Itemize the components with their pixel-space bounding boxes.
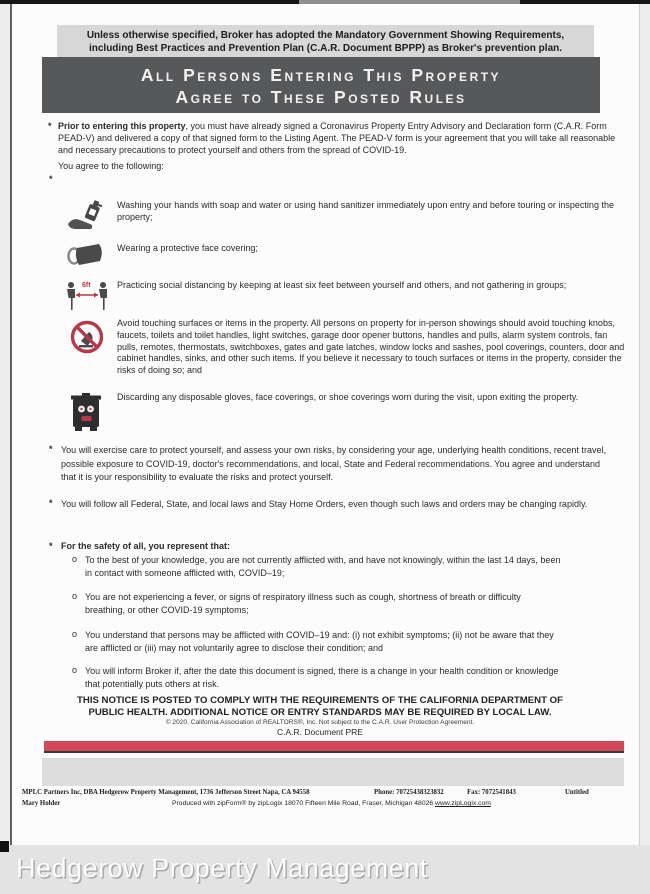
rule-discard-ppe xyxy=(57,392,627,434)
intro-paragraph xyxy=(58,121,628,156)
legal-notice-line1: THIS NOTICE IS POSTED TO COMPLY WITH THE REQUIREMENTS OF THE CALIFORNIA DEPARTMENT OF xyxy=(77,695,563,706)
rule-avoid-touching xyxy=(57,318,627,377)
sub-bullet-not-afflicted: To the best of your knowledge, you are not currently afflicted with, and have not knowingly, within the last 14 days, been in contact with someone afflicted with, COVID–19; xyxy=(85,555,561,578)
banner-line2: Agree to These Posted Rules xyxy=(175,87,467,107)
six-feet-label: 6ft xyxy=(82,282,91,289)
property-management-caption: Hedgerow Property Management xyxy=(16,853,428,883)
bullet-marker: * xyxy=(49,541,53,551)
bullet-marker: * xyxy=(49,498,53,508)
broker-notice-box xyxy=(57,25,594,60)
footer-untitled: Untitled xyxy=(565,789,589,796)
stray-bullet-marker: * xyxy=(49,174,53,184)
no-touching-icon xyxy=(57,318,117,377)
rule-text: Avoid touching surfaces or items in the property. All persons on property for in-person showings should avoid touching knobs, faucets, toilets and toilet handles, light switches, garage door opener buttons, handles and pulls, alarm system controls, fan pulls, remotes, thermostats, switchboxes, gates and gate latches, window locks and sashes, pool coverings, counters, door and cabinet handles, sinks, and other such items. If you believe it necessary to touch surfaces or items in the property, consider the risks of doing so; and xyxy=(117,318,625,376)
broker-notice-line1: Unless otherwise specified, Broker has adopted the Mandatory Government Showing Requirements, xyxy=(86,30,565,41)
social-distancing-icon xyxy=(57,280,117,316)
hand-sanitizer-icon xyxy=(57,200,117,232)
posted-rules-banner xyxy=(42,57,600,113)
sub-bullet-no-symptoms: You are not experiencing a fever, or signs of respiratory illness such as cough, shortness of breath or difficulty breathing, or other COVID-19 symptoms; xyxy=(85,592,521,615)
sub-bullet-marker: o xyxy=(72,554,78,564)
bullet-marker: * xyxy=(49,444,53,454)
intro-bold-lead: Prior to entering this property xyxy=(58,121,186,131)
rule-text: Discarding any disposable gloves, face coverings, or shoe coverings worn during the visit, upon exiting the property. xyxy=(117,392,579,402)
bullet-exercise-care: You will exercise care to protect yourself, and assess your own risks, by considering your age, underlying health conditions, recent travel, possible exposure to COVID-19, doctor's recommendations, and local, State and Federal recommendations. You agree and understand that it is your responsibility to evaluate the risks and protect yourself. xyxy=(61,445,606,482)
copyright-line: © 2020, California Association of REALTORS®, Inc. Not subject to the C.A.R. User Protection Agreement. xyxy=(165,719,475,726)
footer-fax: Fax: 7072541843 xyxy=(467,789,516,796)
rule-text: Wearing a protective face covering; xyxy=(117,243,258,253)
document-page xyxy=(10,4,640,845)
legal-notice-line2: PUBLIC HEALTH. ADDITIONAL NOTICE OR ENTRY STANDARDS MAY BE REQUIRED BY LOCAL LAW. xyxy=(88,706,552,718)
sub-bullet-marker: o xyxy=(72,591,78,601)
rule-face-covering xyxy=(57,243,627,271)
bullet-safety-heading: For the safety of all, you represent that: xyxy=(61,541,231,551)
footer-agent-name: Mary Holder xyxy=(22,800,61,807)
footer-produced-line xyxy=(172,800,491,807)
caption-strip xyxy=(0,845,650,894)
rule-social-distancing xyxy=(57,280,627,316)
face-mask-icon xyxy=(57,243,117,271)
bullet-follow-laws: You will follow all Federal, State, and local laws and Stay Home Orders, even though such laws and orders may be changing rapidly. xyxy=(61,499,588,509)
car-document-id: C.A.R. Document PRE xyxy=(277,727,363,737)
rule-hand-washing xyxy=(57,200,627,232)
trash-bin-icon xyxy=(57,392,117,434)
ziplogix-url: www.zipLogix.com xyxy=(435,800,491,807)
sub-bullet-inform-broker: You will inform Broker if, after the date this document is signed, there is a change in your health condition or knowledge that potentially puts others at risk. xyxy=(85,666,559,689)
footer-phone: Phone: 70725438323832 xyxy=(374,789,444,796)
agree-line: You agree to the following: xyxy=(58,161,164,171)
broker-notice-line2: including Best Practices and Prevention Plan (C.A.R. Document BPPP) as Broker's prevention plan. xyxy=(88,43,563,54)
bullet-marker: * xyxy=(48,121,52,131)
gray-scan-band xyxy=(42,758,624,786)
rule-text: Practicing social distancing by keeping at least six feet between yourself and others, and not gathering in groups; xyxy=(117,280,567,290)
red-divider-bar xyxy=(44,741,624,753)
sub-bullet-marker: o xyxy=(72,665,78,675)
footer-company-line: MPLC Partners Inc, DBA Hedgerow Property Management, 1736 Jefferson Street Napa, CA 94558 xyxy=(22,789,310,796)
intro-rest: , you must have already signed a Coronavirus Property Entry Advisory and Declaration form (C.A.R. Form PEAD-V) and delivered a copy of that signed form to the Listing Agent. The PEAD-V form is your agreement that you will take all reasonable and necessary precautions to protect yourself and others from the spread of COVID-19. xyxy=(58,121,616,155)
scan-corner-artifact xyxy=(0,841,9,852)
sub-bullet-marker: o xyxy=(72,629,78,639)
banner-line1: All Persons Entering This Property xyxy=(140,65,502,85)
rule-text: Washing your hands with soap and water or using hand sanitizer immediately upon entry and before touring or inspecting the property; xyxy=(117,200,614,222)
sub-bullet-understand-afflicted: You understand that persons may be afflicted with COVID–19 and: (i) not exhibit symptoms; (ii) not be aware that they are afflicted or (iii) may not voluntarily agree to disclose their condition; and xyxy=(85,630,554,653)
footer-produced-text: Produced with zipForm® by zipLogix 18070 Fifteen Mile Road, Fraser, Michigan 48026 xyxy=(172,800,434,807)
